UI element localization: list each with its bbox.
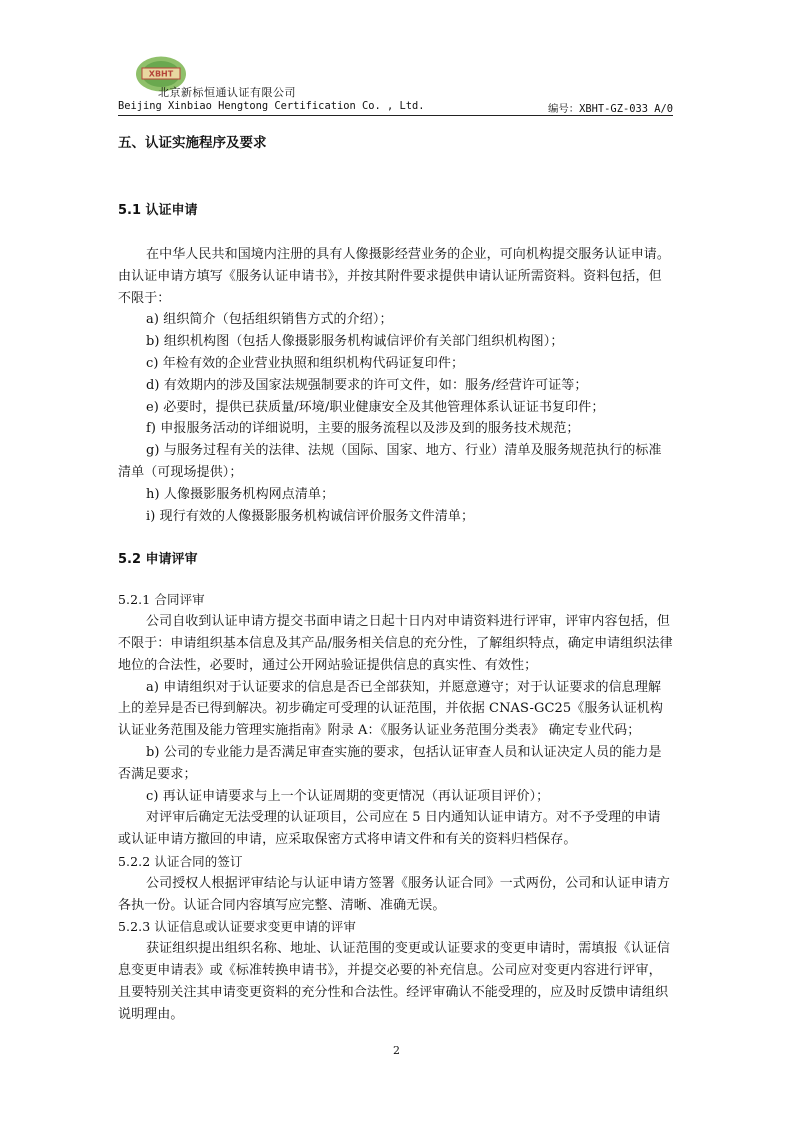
logo-text: XBHT	[148, 69, 174, 79]
s51-item-c: c) 年检有效的企业营业执照和组织机构代码证复印件；	[146, 355, 465, 371]
heading-5-2-2: 5.2.2 认证合同的签订	[118, 853, 243, 869]
s521-item-c: c) 再认证申请要求与上一个认证周期的变更情况（再认证项目评价）；	[146, 788, 550, 804]
heading-5-2: 5.2 申请评审	[118, 552, 198, 568]
s521-after: 对评审后确定无法受理的认证项目，公司应在 5 日内通知认证申请方。对不予受理的申请或认证申请方撤回的申请，应采取保密方式将申请文件和有关的资料归档保存。	[118, 810, 661, 848]
document-code: 编号：XBHT-GZ-033 A/0	[547, 103, 673, 115]
heading-5-2-1: 5.2.1 合同评审	[118, 592, 205, 608]
s521-item-b: b) 公司的专业能力是否满足审查实施的要求，包括认证审查人员和认证决定人员的能力是否满足要求；	[118, 744, 662, 782]
heading-5-1: 5.1 认证申请	[118, 203, 198, 218]
s51-item-e: e) 必要时，提供已获质量/环境/职业健康安全及其他管理体系认证证书复印件；	[146, 399, 605, 415]
page-number: 2	[393, 1044, 400, 1057]
s51-item-d: d) 有效期内的涉及国家法规强制要求的许可文件，如：服务/经营许可证等；	[146, 377, 588, 393]
s51-item-f: f) 申报服务活动的详细说明，主要的服务流程以及涉及到的服务技术规范；	[146, 421, 580, 437]
s521-intro: 公司自收到认证申请方提交书面申请之日起十日内对申请资料进行评审，评审内容包括，但不限于：申请组织基本信息及其产品/服务相关信息的充分性，了解组织特点，确定申请组织法律地位的合法性，必要时，通过公开网站验证提供信息的真实性、有效性；	[118, 614, 673, 673]
page-header	[118, 55, 673, 117]
s51-intro: 在中华人民共和国境内注册的具有人像摄影经营业务的企业，可向机构提交服务认证申请。由认证申请方填写《服务认证申请书》，并按其附件要求提供申请认证所需资料。资料包括，但不限于：	[118, 247, 671, 306]
document-body	[118, 132, 673, 1025]
company-name-cn: 北京新标恒通认证有限公司	[158, 86, 296, 99]
section-title: 五、认证实施程序及要求	[118, 135, 267, 151]
s51-item-g: g) 与服务过程有关的法律、法规（国际、国家、地方、行业）清单及服务规范执行的标准清单（可现场提供）；	[118, 443, 662, 480]
header-divider	[118, 115, 673, 116]
company-name-en: Beijing Xinbiao Hengtong Certification Co. , Ltd.	[118, 100, 425, 112]
heading-5-2-3: 5.2.3 认证信息或认证要求变更申请的评审	[118, 919, 356, 935]
s51-item-h: h) 人像摄影服务机构网点清单；	[146, 486, 335, 502]
s521-item-a: a) 申请组织对于认证要求的信息是否已全部获知，并愿意遵守；对于认证要求的信息理解上的差异是否已得到解决。初步确定可受理的认证范围，并依据 CNAS-GC25《服务认证机构认证业务范围及能力管理实施指南》附录 A：《服务认证业务范围分类表》 确定专业代码；	[118, 679, 663, 739]
s522-text: 公司授权人根据评审结论与认证申请方签署《服务认证合同》一式两份，公司和认证申请方各执一份。认证合同内容填写应完整、清晰、准确无误。	[118, 875, 671, 913]
s51-item-b: b) 组织机构图（包括人像摄影服务机构诚信评价有关部门组织机构图）；	[146, 334, 564, 350]
s51-item-a: a) 组织简介（包括组织销售方式的介绍）；	[146, 312, 393, 328]
s51-item-i: i) 现行有效的人像摄影服务机构诚信评价服务文件清单；	[146, 508, 475, 524]
s523-text: 获证组织提出组织名称、地址、认证范围的变更或认证要求的变更申请时，需填报《认证信息变更申请表》或《标准转换申请书》，并提交必要的补充信息。公司应对变更内容进行评审，且要特别关注其申请变更资料的充分性和合法性。经评审确认不能受理的，应及时反馈申请组织说明理由。	[118, 941, 671, 1022]
